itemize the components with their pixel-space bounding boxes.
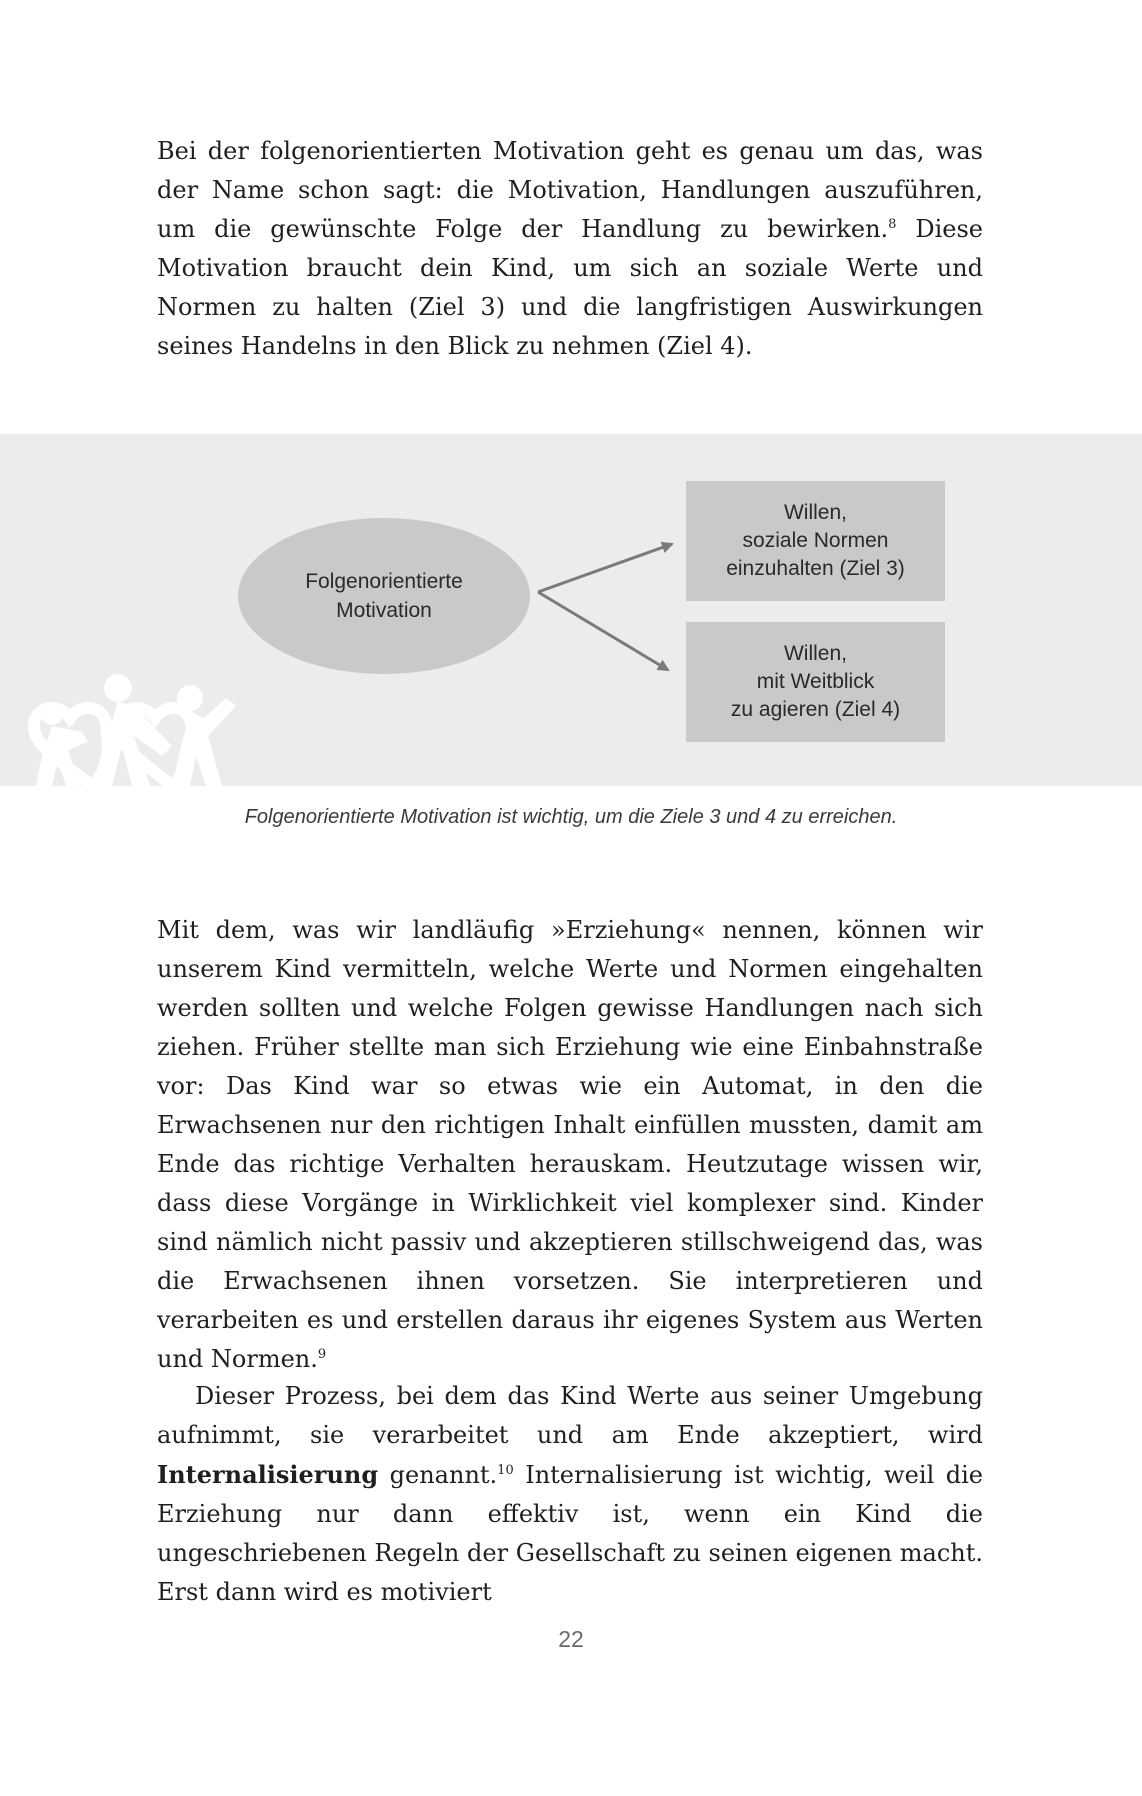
page-number: 22 <box>558 1626 584 1652</box>
diagram-arrows <box>0 434 1142 786</box>
footnote-marker: 8 <box>888 217 897 232</box>
figure-caption: Folgenorientierte Motivation ist wichtig, um die Ziele 3 und 4 zu erreichen. <box>244 806 898 828</box>
paragraph-text: Diese Motivation braucht dein Kind, um sich an soziale Werte und Normen zu halten (Ziel 3) und die langfristigen Auswirkungen seines Handelns in den Blick zu nehmen (Ziel 4). <box>157 215 983 360</box>
body-paragraph <box>157 1377 983 1612</box>
diagram-figure <box>0 434 1142 786</box>
target-box-goal-3: Willen, soziale Normen einzuhalten (Ziel 3) <box>686 481 945 601</box>
body-paragraph <box>157 911 983 1379</box>
paragraph-text: Dieser Prozess, bei dem das Kind Werte aus seiner Umgebung aufnimmt, sie verarbeitet und am Ende akzeptiert, wird <box>157 1382 983 1449</box>
footnote-marker: 10 <box>497 1463 514 1478</box>
paragraph-text: Internalisierung ist wichtig, weil die Erziehung nur dann effektiv ist, wenn ein Kind die ungeschriebenen Regeln der Gesellschaft zu seinen eigenen macht. Erst dann wird es motiviert <box>157 1461 983 1606</box>
arrow-to-bottom-box <box>538 592 668 670</box>
paragraph-text: Mit dem, was wir landläufig »Erziehung« nennen, können wir unserem Kind vermitteln, welche Werte und Normen eingehalten werden sollten und welche Folgen gewisse Handlungen nach sich ziehen. Früher stellte man sich Erziehung wie eine Einbahnstraße vor: Das Kind war so etwas wie ein Automat, in den die Erwachsenen nur den richtigen Inhalt einfüllen mussten, damit am Ende das richtige Verhalten herauskam. Heutzutage wissen wir, dass diese Vorgänge in Wirklichkeit viel komplexer sind. Kinder sind nämlich nicht passiv und akzeptieren stillschweigend das, was die Erwachsenen ihnen vorsetzen. Sie interpretieren und verarbeiten es und erstellen daraus ihr eigenes System aus Werten und Normen. <box>157 916 983 1373</box>
paragraph-text: Bei der folgenorientierten Motivation geht es genau um das, was der Name schon sagt: die Motivation, Handlungen auszuführen, um die gewünschte Folge der Handlung zu bewirken. <box>157 137 983 243</box>
footnote-marker: 9 <box>317 1347 327 1362</box>
body-paragraph <box>157 132 983 366</box>
arrow-to-top-box <box>538 544 672 592</box>
source-ellipse: Folgenorientierte Motivation <box>238 518 530 674</box>
bold-term: Internalisierung <box>157 1460 379 1489</box>
paragraph-text: genannt. <box>378 1461 498 1489</box>
target-box-goal-4: Willen, mit Weitblick zu agieren (Ziel 4) <box>686 622 945 742</box>
